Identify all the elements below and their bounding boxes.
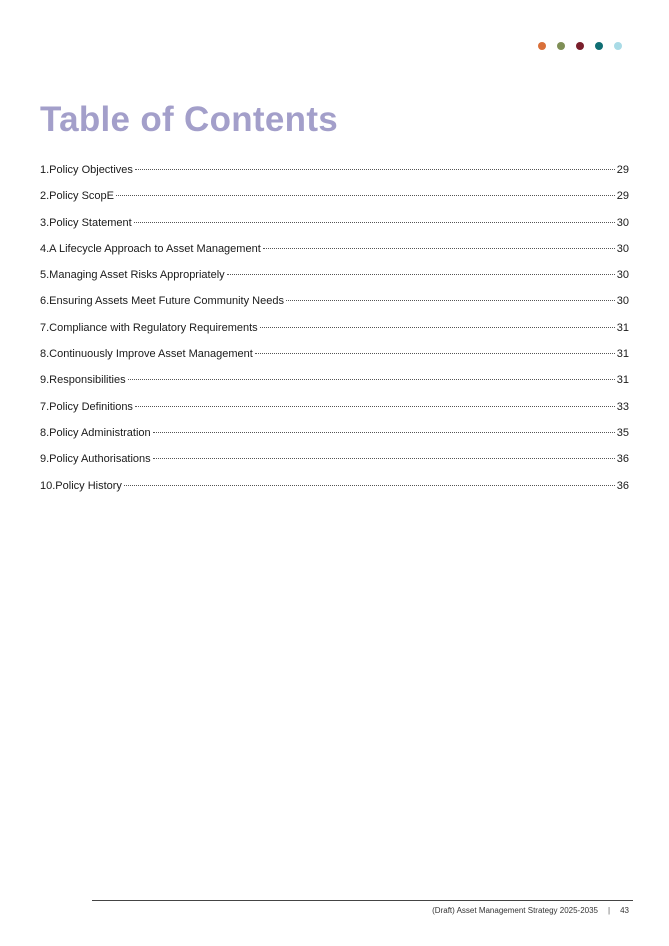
decorative-dot-teal <box>595 42 603 50</box>
toc-entry[interactable] <box>40 162 629 188</box>
toc-entry[interactable] <box>40 372 629 398</box>
toc-entry-label[interactable]: 7.Compliance with Regulatory Requirements <box>40 321 258 334</box>
toc-entry[interactable] <box>40 188 629 214</box>
decorative-dot-olive <box>557 42 565 50</box>
toc-entry[interactable] <box>40 478 629 504</box>
toc-dot-leader <box>116 195 615 196</box>
toc-entry-page[interactable]: 36 <box>616 479 629 492</box>
toc-entry-label[interactable]: 2.Policy ScopE <box>40 190 114 203</box>
toc-entry[interactable] <box>40 320 629 346</box>
toc-entry-label[interactable]: 3.Policy Statement <box>40 216 132 229</box>
toc-entry-label[interactable]: 6.Ensuring Assets Meet Future Community Needs <box>40 295 284 308</box>
toc-entry-page[interactable]: 31 <box>616 374 629 387</box>
toc-entry-page[interactable]: 30 <box>616 242 629 255</box>
table-of-contents <box>40 162 629 504</box>
decorative-dot-maroon <box>576 42 584 50</box>
toc-entry-page[interactable]: 29 <box>616 190 629 203</box>
toc-entry-label[interactable]: 9.Responsibilities <box>40 374 126 387</box>
toc-entry-label[interactable]: 7.Policy Definitions <box>40 400 133 413</box>
toc-entry-page[interactable]: 31 <box>616 348 629 361</box>
toc-entry[interactable] <box>40 425 629 451</box>
decorative-dot-light-blue <box>614 42 622 50</box>
toc-dot-leader <box>227 274 615 275</box>
toc-dot-leader <box>135 169 615 170</box>
page-footer <box>432 906 629 915</box>
decorative-dot-orange <box>538 42 546 50</box>
toc-entry-page[interactable]: 30 <box>616 269 629 282</box>
footer-divider <box>92 900 633 901</box>
toc-entry-page[interactable]: 30 <box>616 295 629 308</box>
footer-page-number: 43 <box>620 906 629 915</box>
footer-document-title: (Draft) Asset Management Strategy 2025-2035 <box>432 906 599 915</box>
toc-entry-label[interactable]: 1.Policy Objectives <box>40 164 133 176</box>
toc-entry-page[interactable]: 31 <box>616 321 629 334</box>
toc-entry-label[interactable]: 5.Managing Asset Risks Appropriately <box>40 269 225 282</box>
toc-dot-leader <box>255 353 615 354</box>
toc-dot-leader <box>153 432 615 433</box>
toc-dot-leader <box>286 300 615 301</box>
toc-entry[interactable] <box>40 451 629 477</box>
toc-dot-leader <box>135 406 615 407</box>
toc-dot-leader <box>153 458 615 459</box>
toc-entry[interactable] <box>40 215 629 241</box>
toc-dot-leader <box>128 379 615 380</box>
toc-entry-label[interactable]: 8.Continuously Improve Asset Management <box>40 348 253 361</box>
toc-dot-leader <box>263 248 615 249</box>
toc-entry-page[interactable]: 33 <box>616 400 629 413</box>
toc-entry-page[interactable]: 36 <box>616 453 629 466</box>
toc-entry[interactable] <box>40 293 629 319</box>
header-dots <box>538 42 622 50</box>
toc-entry-page[interactable]: 30 <box>616 216 629 229</box>
toc-entry-label[interactable]: 8.Policy Administration <box>40 426 151 439</box>
toc-entry-label[interactable]: 10.Policy History <box>40 479 122 492</box>
toc-entry[interactable] <box>40 241 629 267</box>
toc-entry[interactable] <box>40 346 629 372</box>
toc-entry-page[interactable]: 29 <box>616 164 629 176</box>
toc-entry[interactable] <box>40 399 629 425</box>
page-title: Table of Contents <box>40 100 339 139</box>
toc-entry-page[interactable]: 35 <box>616 426 629 439</box>
toc-dot-leader <box>124 485 615 486</box>
toc-dot-leader <box>134 222 615 223</box>
toc-dot-leader <box>260 327 615 328</box>
toc-entry-label[interactable]: 9.Policy Authorisations <box>40 453 151 466</box>
toc-entry-label[interactable]: 4.A Lifecycle Approach to Asset Management <box>40 242 261 255</box>
toc-entry[interactable] <box>40 267 629 293</box>
footer-separator: | <box>608 906 611 915</box>
